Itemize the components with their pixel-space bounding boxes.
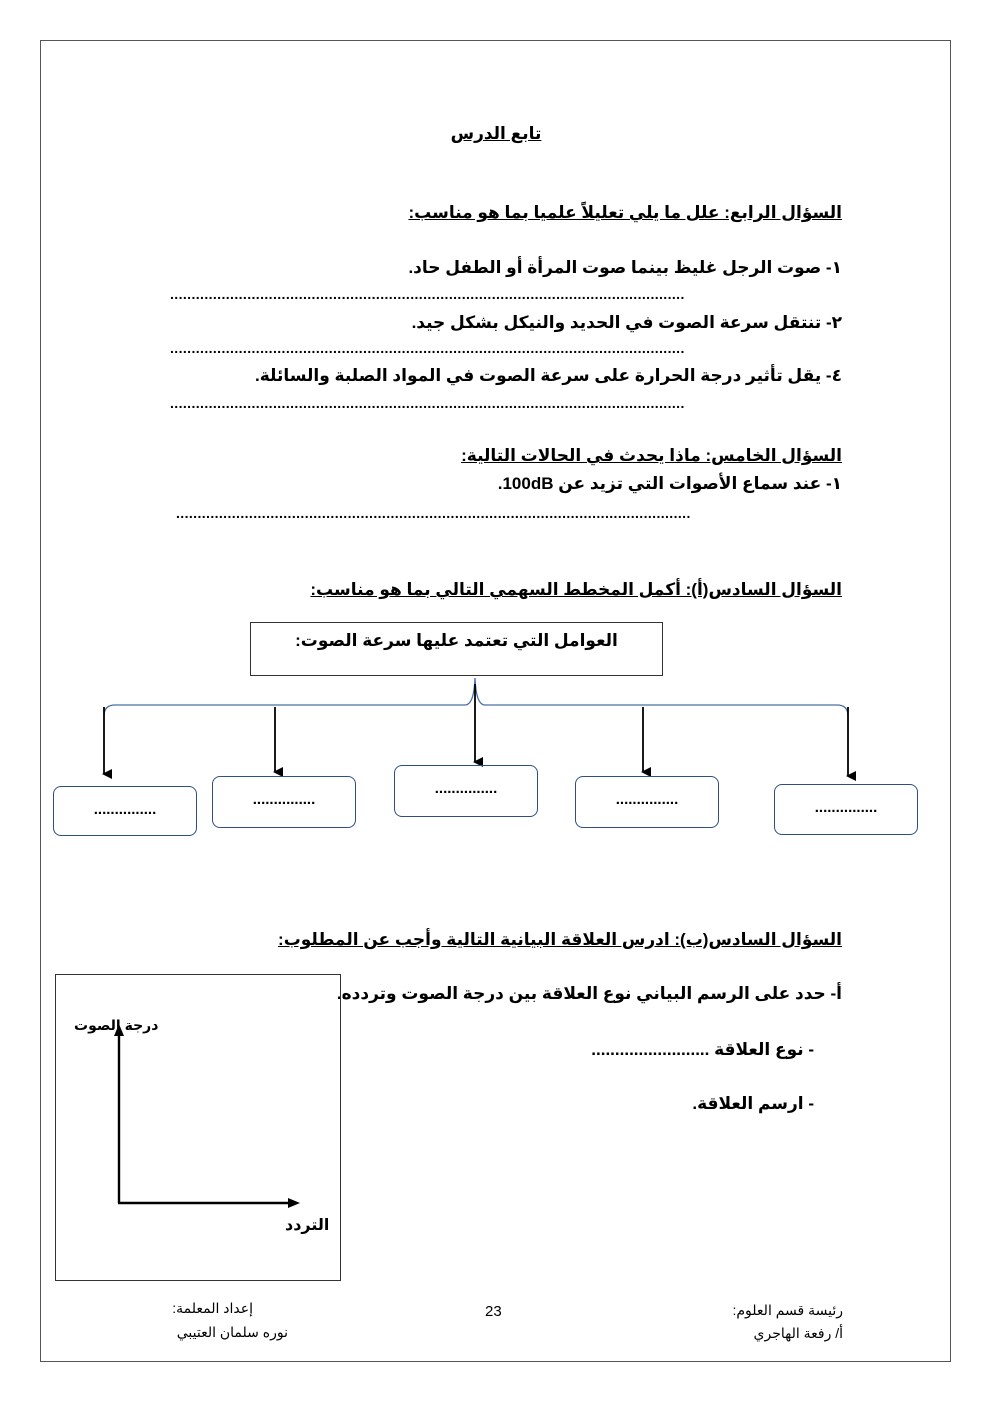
concept-map-root: العوامل التي تعتمد عليها سرعة الصوت: [250,622,663,676]
answer-line[interactable]: ........................................................................................................................ [170,395,685,411]
answer-line[interactable]: ........................................................................................................................ [176,505,691,521]
brace-connector [104,678,848,716]
page-title: تابع الدرس [450,124,542,143]
answer-line[interactable]: ........................................................................................................................ [170,286,685,302]
head-of-department-name: أ/ رفعة الهاجري [753,1325,843,1341]
page-number: 23 [485,1303,502,1320]
draw-relation-prompt: - ارسم العلاقة. [692,1094,814,1113]
q4-item-2: ٢- تنتقل سرعة الصوت في الحديد والنيكل بشكل جيد. [411,313,842,332]
factor-blank-3[interactable]: ............... [394,765,538,817]
head-of-department-title: رئيسة قسم العلوم: [732,1302,843,1318]
q6a-heading: السؤال السادس(أ): أكمل المخطط السهمي التالي بما هو مناسب: [310,580,842,599]
q5-heading: السؤال الخامس: ماذا يحدث في الحالات التالية: [461,446,842,465]
y-axis-label: درجة الصوت [74,1017,159,1033]
factor-blank-5[interactable]: ............... [774,784,918,835]
q6b-heading: السؤال السادس(ب): ادرس العلاقة البيانية التالية وأجب عن المطلوب: [278,930,842,949]
q4-heading: السؤال الرابع: علل ما يلي تعليلاً علميا بما هو مناسب: [408,203,842,222]
teacher-name: نوره سلمان العتيبي [176,1324,288,1340]
q4-item-1: ١- صوت الرجل غليظ بينما صوت المرأة أو الطفل حاد. [408,258,842,277]
answer-line[interactable]: ........................................................................................................................ [170,340,685,356]
relation-type-prompt: - نوع العلاقة ......................... [591,1040,814,1059]
factor-blank-1[interactable]: ............... [53,786,197,836]
q6b-instruction: أ- حدد على الرسم البياني نوع العلاقة بين درجة الصوت وتردده. [336,984,842,1003]
factor-blank-4[interactable]: ............... [575,776,719,828]
factor-blank-2[interactable]: ............... [212,776,356,828]
x-axis-label: التردد [285,1217,330,1234]
teacher-title: إعداد المعلمة: [172,1300,253,1316]
q5-item-1: ١- عند سماع الأصوات التي تزيد عن 100dB. [497,474,842,493]
q4-item-3: ٤- يقل تأثير درجة الحرارة على سرعة الصوت في المواد الصلبة والسائلة. [254,366,842,385]
